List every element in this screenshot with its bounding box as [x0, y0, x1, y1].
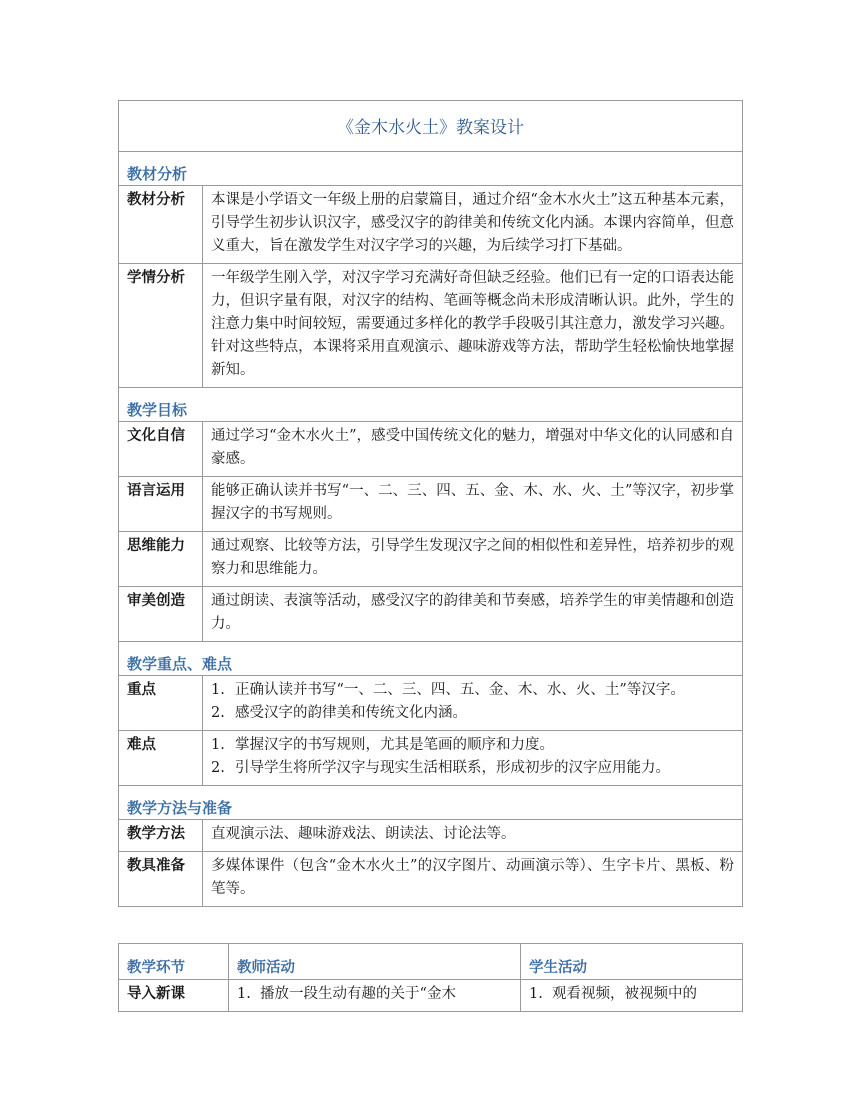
row-content — [203, 676, 743, 731]
row-label: 难点 — [119, 731, 203, 786]
lesson-plan-table — [118, 100, 743, 907]
row-label: 重点 — [119, 676, 203, 731]
column-header-stage: 教学环节 — [119, 944, 229, 980]
row-content: 直观演示法、趣味游戏法、朗读法、讨论法等。 — [203, 820, 743, 852]
row-label: 教具准备 — [119, 852, 203, 907]
row-content: 多媒体课件（包含“金木水火土”的汉字图片、动画演示等）、生字卡片、黑板、粉笔等。 — [203, 852, 743, 907]
row-content: 能够正确认读并书写“一、二、三、四、五、金、木、水、火、土”等汉字，初步掌握汉字的书写规则。 — [203, 477, 743, 532]
table-row — [119, 186, 743, 264]
table-row — [119, 731, 743, 786]
row-label: 教材分析 — [119, 186, 203, 264]
row-content: 通过观察、比较等方法，引导学生发现汉字之间的相似性和差异性，培养初步的观察力和思维能力。 — [203, 532, 743, 587]
table-row — [119, 477, 743, 532]
table-row — [119, 587, 743, 642]
row-label: 学情分析 — [119, 264, 203, 388]
list-item: 1. 正确认读并书写“一、二、三、四、五、金、木、水、火、土”等汉字。 — [211, 682, 685, 698]
row-label: 文化自信 — [119, 422, 203, 477]
table-row — [119, 532, 743, 587]
row-content: 一年级学生刚入学，对汉字学习充满好奇但缺乏经验。他们已有一定的口语表达能力，但识字量有限，对汉字的结构、笔画等概念尚未形成清晰认识。此外，学生的注意力集中时间较短，需要通过多样化的教学手段吸引其注意力，激发学习兴趣。针对这些特点，本课将采用直观演示、趣味游戏等方法，帮助学生轻松愉快地掌握新知。 — [203, 264, 743, 388]
row-label: 语言运用 — [119, 477, 203, 532]
column-header-teacher: 教师活动 — [229, 944, 521, 980]
table-row — [119, 422, 743, 477]
teacher-activity-cell: 1. 播放一段生动有趣的关于“金木 — [229, 980, 521, 1012]
section-heading-goals: 教学目标 — [119, 388, 743, 422]
row-label: 审美创造 — [119, 587, 203, 642]
table-row — [119, 980, 743, 1012]
row-content: 通过学习“金木水火土”，感受中国传统文化的魅力，增强对中华文化的认同感和自豪感。 — [203, 422, 743, 477]
list-item: 1. 掌握汉字的书写规则，尤其是笔画的顺序和力度。 — [211, 737, 554, 753]
stage-cell: 导入新课 — [119, 980, 229, 1012]
list-item: 2. 引导学生将所学汉字与现实生活相联系，形成初步的汉字应用能力。 — [211, 760, 670, 776]
row-content: 本课是小学语文一年级上册的启蒙篇目，通过介绍“金木水火土”这五种基本元素，引导学生初步认识汉字，感受汉字的韵律美和传统文化内涵。本课内容简单，但意义重大，旨在激发学生对汉字学习的兴趣，为后续学习打下基础。 — [203, 186, 743, 264]
process-table — [118, 943, 743, 1012]
student-activity-cell: 1. 观看视频，被视频中的 — [521, 980, 743, 1012]
document-title: 《金木水火土》教案设计 — [119, 101, 743, 152]
section-heading-material: 教材分析 — [119, 152, 743, 186]
row-content: 通过朗读、表演等活动，感受汉字的韵律美和节奏感，培养学生的审美情趣和创造力。 — [203, 587, 743, 642]
table-row — [119, 852, 743, 907]
row-label: 教学方法 — [119, 820, 203, 852]
row-label: 思维能力 — [119, 532, 203, 587]
table-row — [119, 820, 743, 852]
column-header-student: 学生活动 — [521, 944, 743, 980]
table-gap — [118, 907, 742, 943]
list-item: 2. 感受汉字的韵律美和传统文化内涵。 — [211, 705, 467, 721]
table-row — [119, 264, 743, 388]
table-row — [119, 676, 743, 731]
row-content — [203, 731, 743, 786]
section-heading-methods: 教学方法与准备 — [119, 786, 743, 820]
table-header-row — [119, 944, 743, 980]
lesson-plan-page — [118, 100, 742, 1012]
section-heading-focus: 教学重点、难点 — [119, 642, 743, 676]
